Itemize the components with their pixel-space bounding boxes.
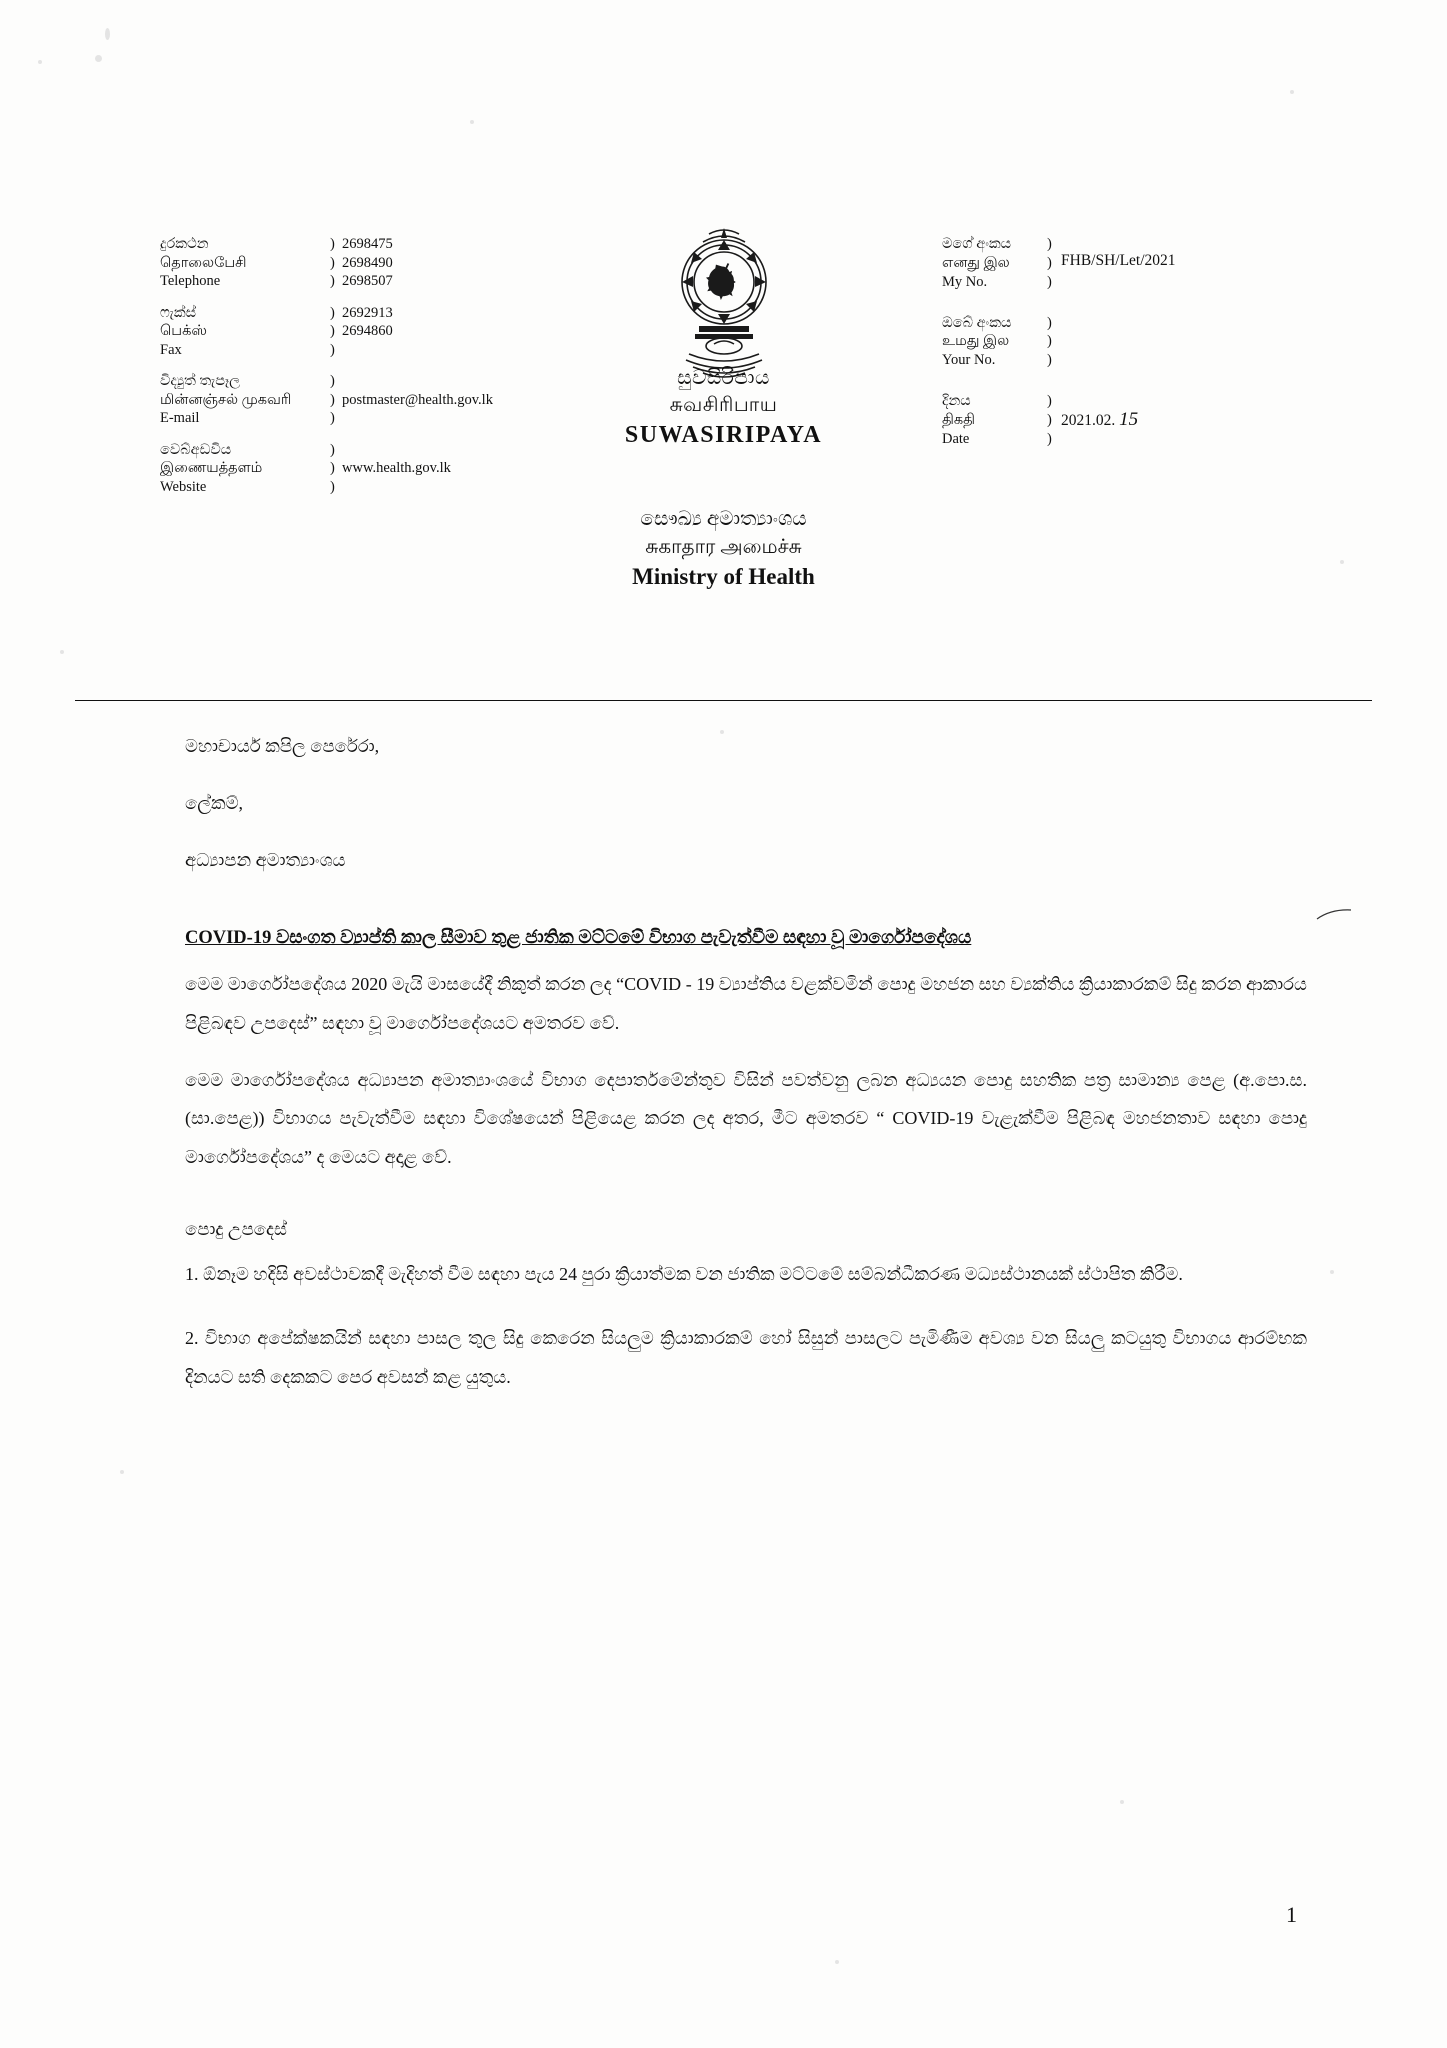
ministry-name-si: සෞඛ්‍ය අමාත්‍යාංශය	[640, 508, 807, 530]
your-no-label-ta: உமது இல	[942, 333, 1010, 350]
contact-row-fax	[160, 304, 580, 360]
my-no-label-si: මගේ අංකය	[942, 236, 1012, 252]
paren-glyph: )	[1047, 393, 1052, 410]
contact-label-en: Website	[160, 479, 207, 496]
contact-label-si: ෆැක්ස්	[160, 304, 197, 321]
paragraph-1: මෙම මාර්ගෝපදේශය 2020 මැයි මාසයේදී නිකුත් කරන ලද “COVID - 19 ව්‍යාප්තිය වළක්වමින් පොදු මහජන සහ ව්‍යක්තිය ක්‍රියාකාරකම් සිදු කරන ආකාරය පිළිබඳව උපදෙස්” සඳහා වූ මාර්ගෝපදේශයට අමතරව වේ.	[185, 974, 1307, 1034]
paren-glyph: )	[330, 460, 335, 477]
paren-glyph: )	[330, 254, 335, 271]
my-no-value: FHB/SH/Let/2021	[1061, 252, 1176, 269]
list-item: 2. විභාග අපේක්ෂකයින් සඳහා පාසල තුල සිදු කෙරෙන සියලුම ක්‍රියාකාරකම් හෝ සිසුන් පාසලට පැමිණීම අවශ්‍ය වන සියලු කටයුතු විභාගය ආරම්භක දිනයට සති දෙකකට පෙර අවසන් කළ යුතුය.	[185, 1328, 1307, 1388]
contact-parens	[330, 372, 342, 428]
paren-glyph: )	[1047, 430, 1052, 447]
contact-label-en: E-mail	[160, 410, 200, 427]
reference-labels	[942, 235, 1047, 292]
contact-values	[342, 441, 580, 497]
paren-glyph: )	[1047, 333, 1052, 350]
section-heading-general-instructions: පොදු උපදෙස්	[185, 1218, 287, 1239]
contact-row-email	[160, 372, 580, 428]
contact-label-ta: இணையத்தளம்	[160, 460, 263, 477]
scan-artifact	[1120, 1800, 1124, 1804]
paren-glyph: )	[330, 273, 335, 290]
paren-glyph: )	[1047, 273, 1052, 290]
contact-label-si: වෙබ්අඩවිය	[160, 441, 232, 458]
addressee-line-3: අධ්‍යාපන අමාත්‍යාංශය	[185, 850, 346, 871]
scan-artifact	[38, 60, 42, 64]
website-value-1	[342, 441, 580, 460]
reference-block	[942, 235, 1272, 471]
fax-value-3	[342, 341, 580, 360]
letter-body	[185, 725, 1307, 1423]
reference-row-your-no	[942, 314, 1272, 371]
addressee-line-2: ලේකම්,	[185, 793, 244, 814]
org-name-si: සුවසිරිපාය	[677, 367, 770, 389]
email-value-3	[342, 409, 580, 428]
date-value-wrap	[1061, 392, 1272, 449]
my-no-label-en: My No.	[942, 273, 988, 290]
scan-artifact	[470, 120, 474, 124]
paren-glyph: )	[330, 373, 335, 390]
contact-label-ta: பெக்ஸ்	[160, 323, 207, 340]
contact-parens	[330, 235, 342, 291]
scan-artifact	[105, 28, 110, 40]
paren-glyph: )	[1047, 411, 1052, 428]
paren-glyph: )	[330, 323, 335, 340]
list-item: 1. ඕනෑම හදිසි අවස්ථාවකදී මැදිහත් වීම සඳහා පැය 24 පුරා ක්‍රියාත්මක වන ජාතික මට්ටමේ සම්බන්ධීකරණ මධ්‍යස්ථානයක් ස්ථාපිත කිරීම.	[185, 1263, 1183, 1284]
org-name-ta: சுவசிரிபாய	[669, 394, 778, 416]
telephone-value-1: 2698475	[342, 236, 393, 252]
reference-labels	[942, 392, 1047, 449]
contact-label-ta: தொலைபேசி	[160, 254, 247, 271]
contact-parens	[330, 304, 342, 360]
scan-artifact	[95, 55, 102, 62]
reference-row-my-no	[942, 235, 1272, 292]
paren-glyph: )	[1047, 254, 1052, 271]
ministry-name-ta: சுகாதார அமைச்சு	[645, 536, 802, 558]
fax-value-1: 2692913	[342, 304, 393, 321]
contact-values	[342, 304, 580, 360]
telephone-value-3: 2698507	[342, 273, 393, 290]
addressee-block	[185, 725, 1307, 883]
paren-glyph: )	[330, 410, 335, 427]
paren-glyph: )	[330, 236, 335, 252]
scan-artifact	[1290, 90, 1294, 94]
contact-label-en: Fax	[160, 341, 182, 358]
reference-parens	[1047, 314, 1061, 371]
org-name-en: SUWASIRIPAYA	[624, 422, 823, 448]
paragraph-2: මෙම මාර්ගෝපදේශය අධ්‍යාපන අමාත්‍යාංශයේ විභාග දෙපාර්තමේන්තුව විසින් පවත්වනු ලබන අධ්‍යයන පොදු සහතික පත්‍ර සාමාන්‍ය පෙළ (අ.පො.ස.(සා.පෙළ)) විභාගය පැවැත්වීම සඳහා විශේෂයෙන් පිළියෙළ කරන ලද අතර, මීට අමතරව “ COVID-19 වැළැක්වීම පිළිබඳ මහජනතාව සඳහා පොදු මාර්ගෝපදේශය” ද මෙයට අදාළ වේ.	[185, 1069, 1307, 1168]
contact-row-telephone	[160, 235, 580, 291]
margin-scribble	[1315, 905, 1355, 923]
date-label-ta: திகதி	[942, 411, 976, 428]
date-handwritten-day: 15	[1119, 409, 1139, 431]
paren-glyph: )	[1047, 314, 1052, 331]
contact-block	[160, 235, 580, 510]
paren-glyph: )	[1047, 236, 1052, 252]
paren-glyph: )	[330, 441, 335, 458]
paren-glyph: )	[330, 479, 335, 496]
letterhead	[0, 235, 1447, 589]
contact-labels	[160, 441, 330, 497]
reference-row-date	[942, 392, 1272, 449]
ministry-name-en: Ministry of Health	[632, 564, 815, 589]
scan-artifact	[120, 1470, 124, 1474]
your-no-value	[1061, 314, 1272, 371]
addressee-line-1: මහාචාර්ය කපිල පෙරේරා,	[185, 736, 380, 756]
contact-parens	[330, 441, 342, 497]
contact-label-si: දුරකථන	[160, 236, 209, 252]
contact-label-en: Telephone	[160, 273, 221, 290]
paren-glyph: )	[330, 341, 335, 358]
paren-glyph: )	[330, 391, 335, 408]
email-value-2: postmaster@health.gov.lk	[342, 391, 493, 408]
telephone-value-2: 2698490	[342, 254, 393, 271]
website-value-3	[342, 478, 580, 497]
header-divider	[75, 700, 1372, 701]
contact-row-website	[160, 441, 580, 497]
email-value-1	[342, 372, 580, 391]
reference-labels	[942, 314, 1047, 371]
scan-artifact	[1340, 560, 1344, 564]
sri-lanka-emblem-icon	[659, 220, 789, 385]
my-no-label-ta: எனது இல	[942, 254, 1010, 271]
reference-parens	[1047, 235, 1061, 292]
scan-artifact	[1330, 1270, 1334, 1274]
reference-parens	[1047, 392, 1061, 449]
contact-values	[342, 235, 580, 291]
scan-artifact	[835, 1960, 839, 1964]
contact-label-si: විද්‍යුත් තැපෑල	[160, 373, 241, 390]
paren-glyph: )	[1047, 352, 1052, 369]
contact-labels	[160, 372, 330, 428]
letter-title: COVID-19 වසංගත ව්‍යාප්ති කාල සීමාව තුළ ජාතික මට්ටමේ විභාග පැවැත්වීම සඳහා වූ මාර්ගෝපදේශය	[185, 927, 972, 948]
date-value: 2021.02.	[1061, 412, 1116, 430]
contact-label-ta: மின்னஞ்சல் முகவரி	[160, 391, 292, 408]
your-no-label-si: ඔබේ අංකය	[942, 314, 1012, 331]
date-label-en: Date	[942, 430, 970, 447]
date-label-si: දිනය	[942, 393, 971, 410]
paren-glyph: )	[330, 304, 335, 321]
ministry-names	[0, 505, 1447, 593]
contact-values	[342, 372, 580, 428]
page-number: 1	[1286, 1902, 1297, 1927]
scan-artifact	[60, 650, 64, 654]
your-no-label-en: Your No.	[942, 352, 996, 369]
website-value-2: www.health.gov.lk	[342, 460, 451, 477]
fax-value-2: 2694860	[342, 323, 393, 340]
contact-labels	[160, 235, 330, 291]
contact-labels	[160, 304, 330, 360]
